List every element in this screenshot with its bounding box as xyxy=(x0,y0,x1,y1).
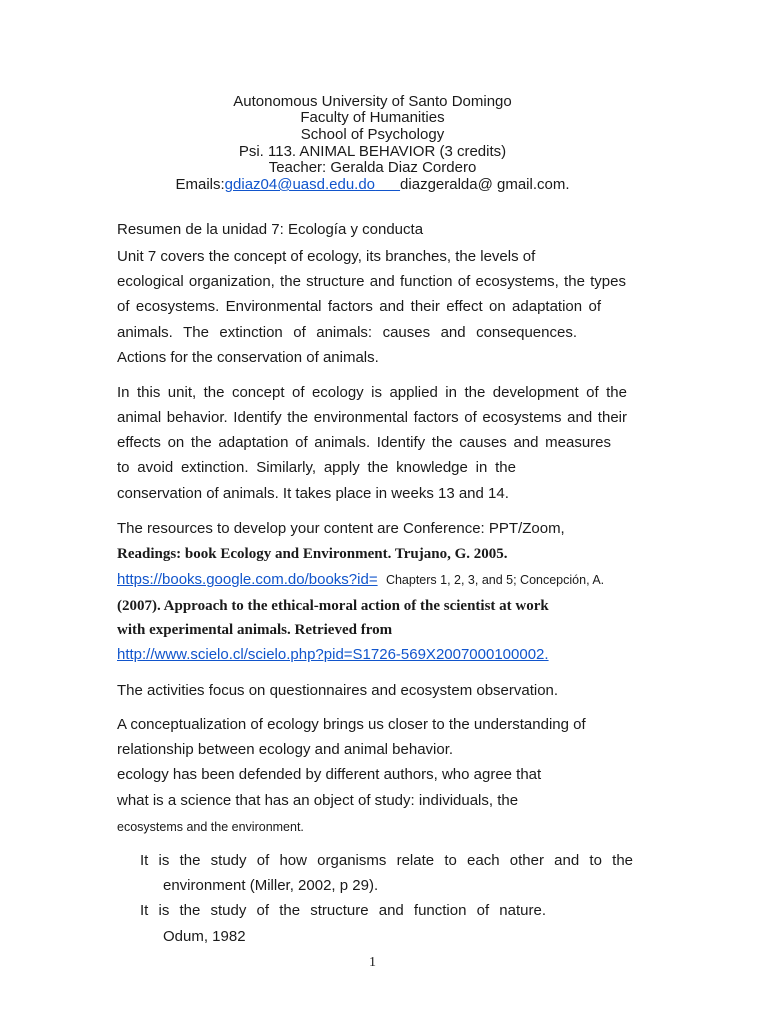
para3-line: A conceptualization of ecology brings us closer to the understanding of xyxy=(117,716,586,733)
chapters-note: Chapters 1, 2, 3, and 5; Concepción, A. xyxy=(385,573,605,587)
course-title: Psi. 113. ANIMAL BEHAVIOR (3 credits) xyxy=(238,143,507,160)
readings-citation: Readings: book Ecology and Environment. Trujano, G. 2005. xyxy=(117,546,508,562)
para2-line: to avoid extinction. Similarly, apply the knowledge in the xyxy=(117,459,516,476)
definition-line: Odum, 1982 xyxy=(163,928,246,945)
books-line xyxy=(117,571,604,589)
emails-label: Emails: xyxy=(175,176,225,193)
para2-line: effects on the adaptation of animals. Identify the causes and measures xyxy=(117,434,611,451)
faculty-name: Faculty of Humanities xyxy=(300,109,445,126)
para1-line: Unit 7 covers the concept of ecology, its branches, the levels of xyxy=(117,248,536,265)
para2-line: In this unit, the concept of ecology is applied in the development of the xyxy=(117,384,627,401)
scielo-link[interactable]: http://www.scielo.cl/scielo.php?pid=S1726-569X2007000100002. xyxy=(117,646,549,663)
email-link-uasd[interactable]: gdiaz04@uasd.edu.do xyxy=(224,176,376,193)
summary-title: Resumen de la unidad 7: Ecología y conducta xyxy=(117,221,424,238)
para3-line: relationship between ecology and animal behavior. xyxy=(117,741,454,758)
para3-line: ecology has been defended by different authors, who agree that xyxy=(117,766,542,783)
para3-line: ecosystems and the environment. xyxy=(117,820,304,834)
para1-line: of ecosystems. Environmental factors and their effect on adaptation of xyxy=(117,298,601,315)
teacher-name: Teacher: Geralda Diaz Cordero xyxy=(268,159,477,176)
para3-line: what is a science that has an object of study: individuals, the xyxy=(117,792,519,809)
email-gmail: diazgeralda@ gmail.com. xyxy=(400,176,570,193)
definition-line: It is the study of the structure and function of nature. xyxy=(140,902,546,919)
approach-citation: (2007). Approach to the ethical-moral action of the scientist at work xyxy=(117,598,549,614)
university-name: Autonomous University of Santo Domingo xyxy=(233,93,512,110)
email-underline-pad xyxy=(375,176,400,193)
school-name: School of Psychology xyxy=(300,126,445,143)
para1-line: animals. The extinction of animals: causes and consequences. xyxy=(117,324,577,341)
para1-line: ecological organization, the structure and function of ecosystems, the types xyxy=(117,273,626,290)
page-number: 1 xyxy=(369,955,376,970)
activities-text: The activities focus on questionnaires and ecosystem observation. xyxy=(117,682,559,699)
definition-line: environment (Miller, 2002, p 29). xyxy=(163,877,379,894)
para1-line: Actions for the conservation of animals. xyxy=(117,349,379,366)
para2-line: conservation of animals. It takes place in weeks 13 and 14. xyxy=(117,485,509,502)
definition-line: It is the study of how organisms relate to each other and to the xyxy=(140,852,633,869)
emails-line xyxy=(0,176,745,194)
retrieved-from: with experimental animals. Retrieved from xyxy=(117,622,393,638)
scielo-line xyxy=(117,646,549,664)
para2-line: animal behavior. Identify the environmental factors of ecosystems and their xyxy=(117,409,627,426)
books-google-link[interactable]: https://books.google.com.do/books?id= xyxy=(117,571,378,588)
resources-intro: The resources to develop your content are Conference: PPT/Zoom, xyxy=(117,520,565,537)
